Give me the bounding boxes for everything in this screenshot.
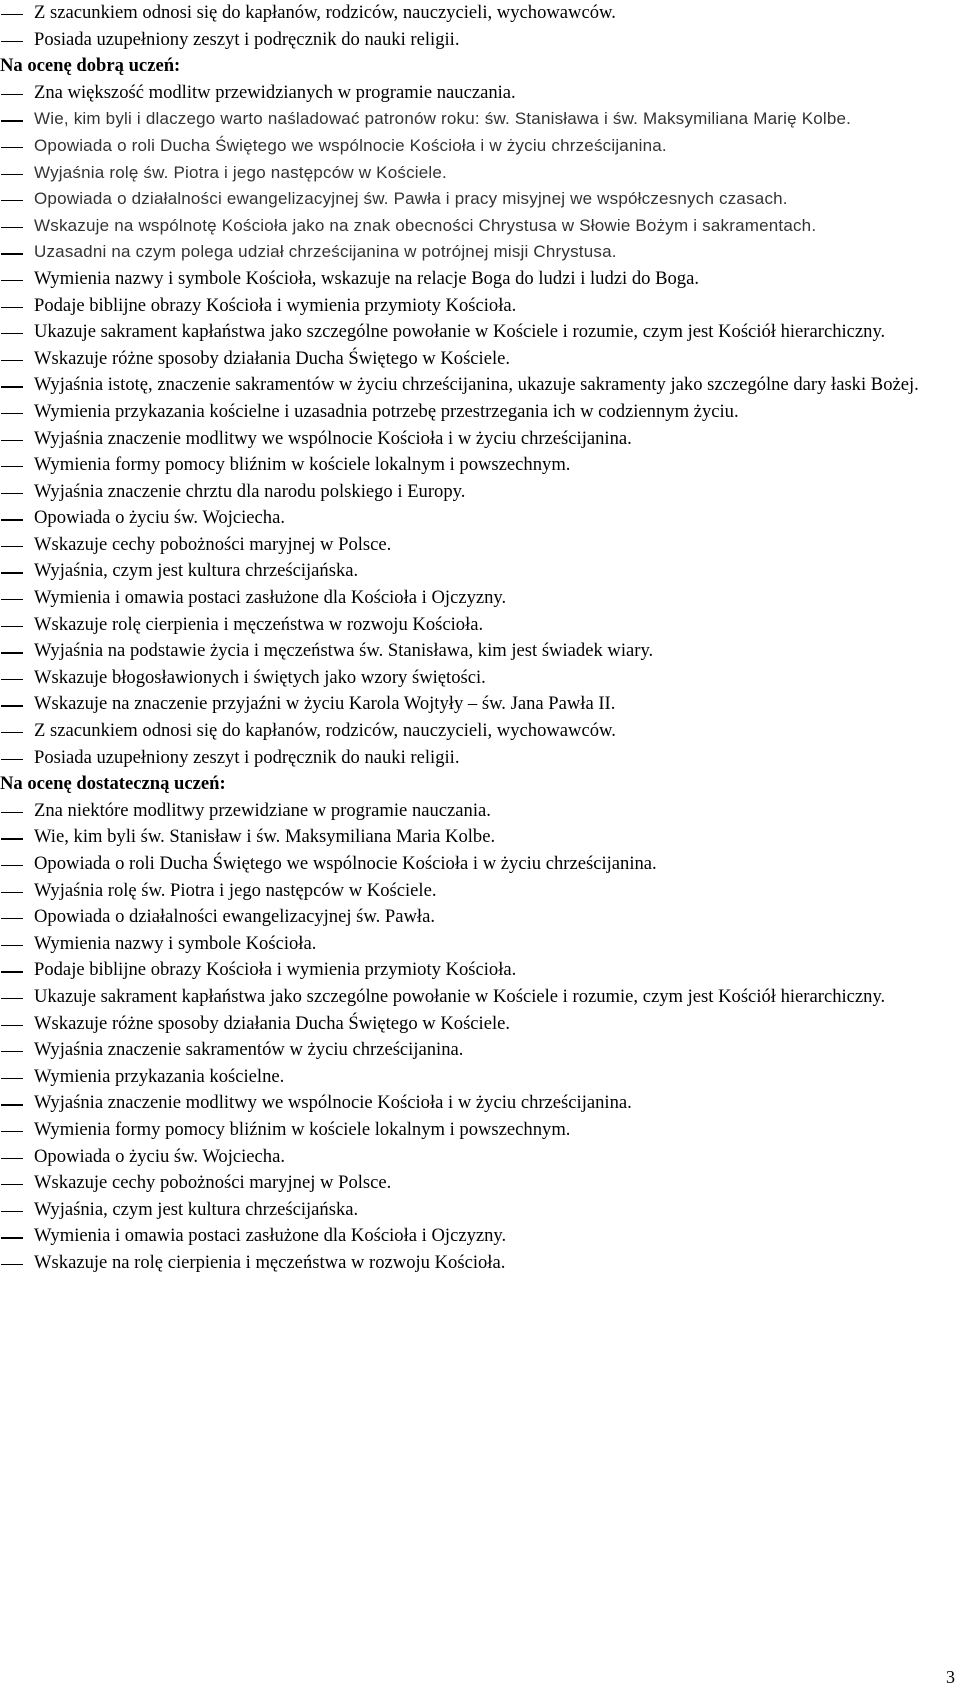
list-item-text: Wyjaśnia istotę, znaczenie sakramentów w życiu chrześcijanina, ukazuje sakramenty jako szczególne dary łaski Bożej. (34, 374, 919, 396)
list-item (0, 745, 960, 772)
list-item (0, 824, 960, 851)
list-item-text: Opowiada o działalności ewangelizacyjnej św. Pawła i pracy misyjnej we współczesnych czasach. (34, 189, 788, 209)
list-item-text: Podaje biblijne obrazy Kościoła i wymienia przymioty Kościoła. (34, 294, 517, 316)
list-item (0, 798, 960, 825)
list-item (0, 851, 960, 878)
list-item (0, 1117, 960, 1144)
list-item (0, 957, 960, 984)
list-item (0, 1197, 960, 1224)
list-item (0, 665, 960, 692)
list-item-text: Wyjaśnia rolę św. Piotra i jego następców w Kościele. (34, 162, 447, 182)
list-item-text: Wyjaśnia znaczenie sakramentów w życiu chrześcijanina. (34, 1039, 464, 1061)
list-item (0, 691, 960, 718)
list-item-text: Wskazuje rolę cierpienia i męczeństwa w rozwoju Kościoła. (34, 613, 484, 635)
list-item-text: Wymienia przykazania kościelne. (34, 1065, 285, 1087)
list-item-text: Posiada uzupełniony zeszyt i podręcznik do nauki religii. (34, 746, 460, 768)
list-item (0, 718, 960, 745)
list-item-text: Wymienia nazwy i symbole Kościoła. (34, 932, 317, 954)
list-item-text: Z szacunkiem odnosi się do kapłanów, rodziców, nauczycieli, wychowawców. (34, 720, 616, 742)
section-heading: Na ocenę dobrą uczeń: (0, 55, 181, 77)
list-item-text: Wskazuje na znaczenie przyjaźni w życiu Karola Wojtyły – św. Jana Pawła II. (34, 693, 616, 715)
list-item (0, 612, 960, 639)
list-item-text: Wymienia formy pomocy bliźnim w kościele lokalnym i powszechnym. (34, 1118, 571, 1140)
list-item-text: Wyjaśnia na podstawie życia i męczeństwa św. Stanisława, kim jest świadek wiary. (34, 640, 654, 662)
list-item-text: Opowiada o życiu św. Wojciecha. (34, 1145, 285, 1167)
list-item-text: Wskazuje błogosławionych i świętych jako wzory świętości. (34, 666, 486, 688)
list-item-text: Wyjaśnia, czym jest kultura chrześcijańska. (34, 1198, 359, 1220)
list-item (0, 426, 960, 453)
list-item (0, 160, 960, 187)
list-item-text: Wyjaśnia znaczenie chrztu dla narodu polskiego i Europy. (34, 480, 466, 502)
list-item-text: Podaje biblijne obrazy Kościoła i wymienia przymioty Kościoła. (34, 959, 517, 981)
list-item-text: Posiada uzupełniony zeszyt i podręcznik do nauki religii. (34, 28, 460, 50)
list-item (0, 1090, 960, 1117)
list-item-text: Wie, kim byli św. Stanisław i św. Maksymiliana Maria Kolbe. (34, 826, 496, 848)
list-item-text: Wymienia i omawia postaci zasłużone dla Kościoła i Ojczyzny. (34, 1225, 507, 1247)
list-item-text: Wymienia formy pomocy bliźnim w kościele lokalnym i powszechnym. (34, 454, 571, 476)
list-item (0, 372, 960, 399)
list-item (0, 505, 960, 532)
list-item (0, 213, 960, 240)
list-item-text: Wskazuje na rolę cierpienia i męczeństwa w rozwoju Kościoła. (34, 1251, 506, 1273)
list-item (0, 1223, 960, 1250)
list-item-text: Wie, kim byli i dlaczego warto naśladować patronów roku: św. Stanisława i św. Maksymiliana Marię Kolbe. (34, 109, 852, 129)
list-item-text: Opowiada o życiu św. Wojciecha. (34, 507, 285, 529)
list-item (0, 133, 960, 160)
page-number: 3 (946, 1667, 955, 1687)
list-item-text: Wymienia i omawia postaci zasłużone dla Kościoła i Ojczyzny. (34, 587, 507, 609)
list-item (0, 1011, 960, 1038)
list-item (0, 0, 960, 27)
list-item (0, 1064, 960, 1091)
list-item-text: Zna niektóre modlitwy przewidziane w programie nauczania. (34, 799, 491, 821)
list-item (0, 479, 960, 506)
list-item-text: Wyjaśnia znaczenie modlitwy we wspólnocie Kościoła i w życiu chrześcijanina. (34, 427, 632, 449)
list-item-text: Wyjaśnia znaczenie modlitwy we wspólnocie Kościoła i w życiu chrześcijanina. (34, 1092, 632, 1114)
list-item (0, 239, 960, 266)
list-item-text: Wskazuje różne sposoby działania Ducha Świętego w Kościele. (34, 1012, 511, 1034)
list-item-text: Wyjaśnia, czym jest kultura chrześcijańska. (34, 560, 359, 582)
list-item (0, 1250, 960, 1277)
list-item-text: Ukazuje sakrament kapłaństwa jako szczególne powołanie w Kościele i rozumie, czym jest Kościół hierarchiczny. (34, 321, 886, 343)
list-item-text: Wskazuje cechy pobożności maryjnej w Polsce. (34, 533, 392, 555)
list-item (0, 532, 960, 559)
list-item (0, 293, 960, 320)
list-item (0, 346, 960, 373)
list-item (0, 452, 960, 479)
list-item (0, 1144, 960, 1171)
list-item-text: Wymienia przykazania kościelne i uzasadnia potrzebę przestrzegania ich w codziennym życiu. (34, 400, 739, 422)
list-item (0, 399, 960, 426)
list-item-text: Z szacunkiem odnosi się do kapłanów, rodziców, nauczycieli, wychowawców. (34, 2, 616, 23)
list-item (0, 266, 960, 293)
list-item-text: Ukazuje sakrament kapłaństwa jako szczególne powołanie w Kościele i rozumie, czym jest Kościół hierarchiczny. (34, 985, 886, 1007)
list-item (0, 106, 960, 133)
list-item (0, 984, 960, 1011)
list-item (0, 878, 960, 905)
section-heading: Na ocenę dostateczną uczeń: (0, 773, 226, 795)
list-item-text: Opowiada o działalności ewangelizacyjnej św. Pawła. (34, 906, 435, 928)
list-item-text: Wymienia nazwy i symbole Kościoła, wskazuje na relacje Boga do ludzi i ludzi do Boga. (34, 267, 699, 289)
list-item (0, 904, 960, 931)
list-item-text: Wskazuje różne sposoby działania Ducha Świętego w Kościele. (34, 347, 511, 369)
list-item-text: Wskazuje cechy pobożności maryjnej w Polsce. (34, 1172, 392, 1194)
list-item (0, 558, 960, 585)
list-item (0, 1170, 960, 1197)
list-item (0, 80, 960, 107)
list-item (0, 1037, 960, 1064)
list-item (0, 27, 960, 54)
list-item-text: Zna większość modlitw przewidzianych w programie nauczania. (34, 81, 516, 103)
list-item-text: Opowiada o roli Ducha Świętego we wspólnocie Kościoła i w życiu chrześcijanina. (34, 853, 657, 874)
list-item (0, 186, 960, 213)
list-item (0, 638, 960, 665)
list-item (0, 585, 960, 612)
list-item (0, 931, 960, 958)
list-item-text: Uzasadni na czym polega udział chrześcijanina w potrójnej misji Chrystusa. (34, 242, 617, 262)
list-item-text: Opowiada o roli Ducha Świętego we wspólnocie Kościoła i w życiu chrześcijanina. (34, 135, 667, 155)
list-item-text: Wskazuje na wspólnotę Kościoła jako na znak obecności Chrystusa w Słowie Bożym i sakramentach. (34, 215, 817, 235)
list-item-text: Wyjaśnia rolę św. Piotra i jego następców w Kościele. (34, 879, 437, 901)
list-item (0, 319, 960, 346)
